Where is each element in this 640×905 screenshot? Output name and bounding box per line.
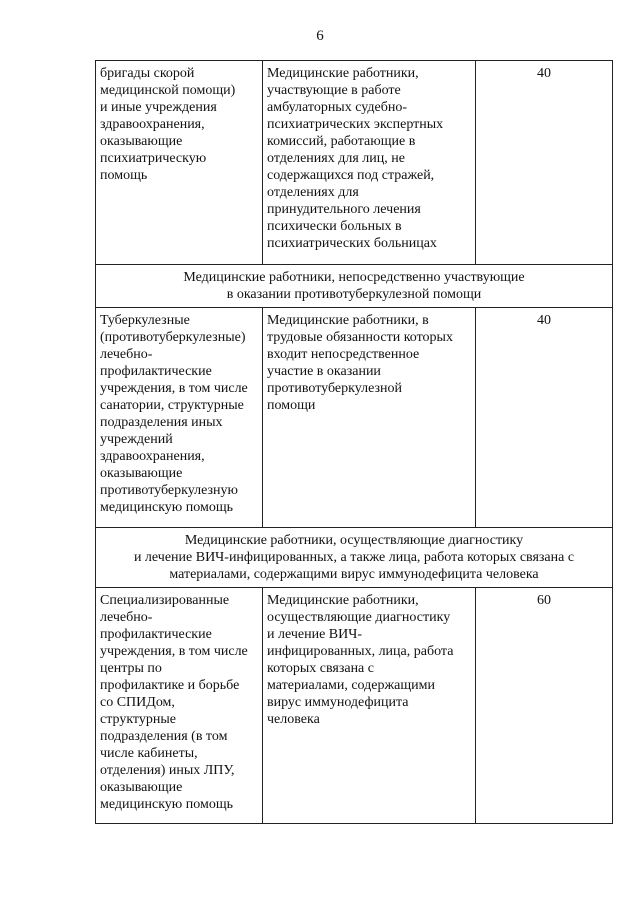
table-row bbox=[96, 61, 613, 265]
section-title-hiv: Медицинские работники, осуществляющие диагностику и лечение ВИЧ-инфицированных, а также лица, работа которых связана с материалами, содержащими вирус иммунодефицита человека bbox=[96, 528, 613, 588]
table-row bbox=[96, 588, 613, 824]
workers-cell: Медицинские работники, участвующие в работе амбулаторных судебно- психиатрических экспертных комиссий, работающие в отделениях для лиц, не содержащихся под стражей, отделениях для принудительного лечения психически больных в психиатрических больницах bbox=[263, 61, 476, 265]
institution-cell: Специализированные лечебно- профилактические учреждения, в том числе центры по профилактике и борьбе со СПИДом, структурные подразделения (в том числе кабинеты, отделения) иных ЛПУ, оказывающие медицинскую помощь bbox=[96, 588, 263, 824]
value-cell: 40 bbox=[476, 308, 613, 528]
section-title-tuberculosis: Медицинские работники, непосредственно участвующие в оказании противотуберкулезной помощи bbox=[96, 265, 613, 308]
workers-cell: Медицинские работники, в трудовые обязанности которых входит непосредственное участие в оказании противотуберкулезной помощи bbox=[263, 308, 476, 528]
value-cell: 60 bbox=[476, 588, 613, 824]
section-row bbox=[96, 265, 613, 308]
institution-cell: Туберкулезные (противотуберкулезные) лечебно- профилактические учреждения, в том числе санатории, структурные подразделения иных учреждений здравоохранения, оказывающие противотуберкулезную медицинскую помощь bbox=[96, 308, 263, 528]
institution-cell: бригады скорой медицинской помощи) и иные учреждения здравоохранения, оказывающие психиатрическую помощь bbox=[96, 61, 263, 265]
value-cell: 40 bbox=[476, 61, 613, 265]
allowance-table bbox=[95, 60, 613, 824]
workers-cell: Медицинские работники, осуществляющие диагностику и лечение ВИЧ- инфицированных, лица, работа которых связана с материалами, содержащими вирус иммунодефицита человека bbox=[263, 588, 476, 824]
section-row bbox=[96, 528, 613, 588]
table-row bbox=[96, 308, 613, 528]
page-number: 6 bbox=[316, 28, 324, 44]
